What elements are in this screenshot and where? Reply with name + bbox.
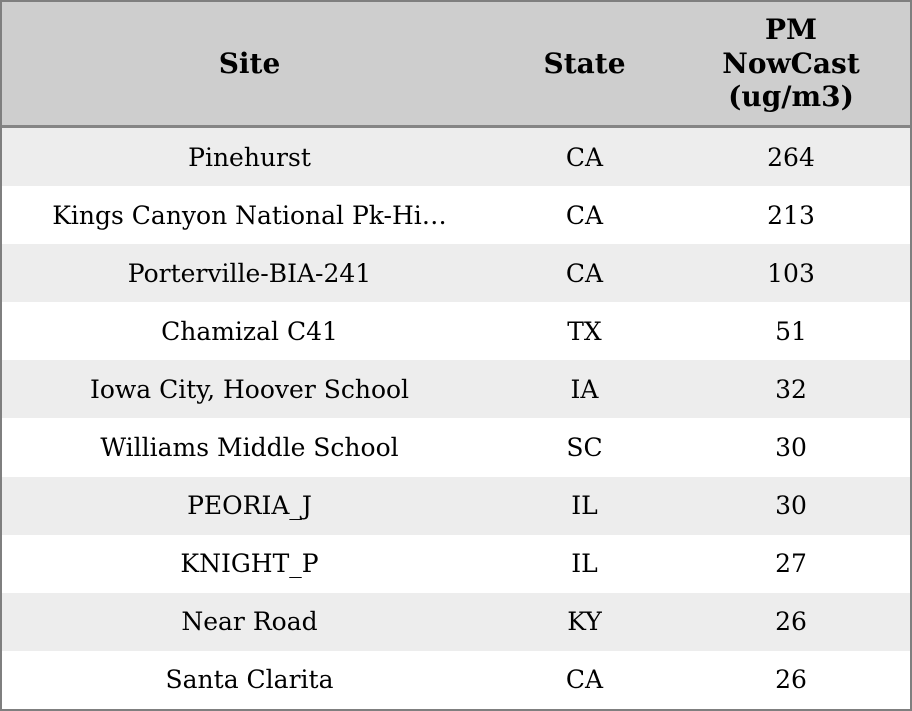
site-cell: Williams Middle School (100, 433, 399, 463)
table-row (2, 418, 910, 476)
table-row (2, 360, 910, 418)
site-cell: KNIGHT_P (180, 549, 319, 579)
state-cell: SC (566, 433, 603, 463)
pm-nowcast-cell: 213 (767, 200, 815, 230)
table-row (2, 302, 910, 360)
site-cell: Santa Clarita (165, 665, 334, 695)
column-header-pm-nowcast-label: PM NowCast (ug/m3) (722, 13, 860, 114)
column-header-site (2, 47, 497, 81)
column-header-state (497, 47, 672, 81)
pm-nowcast-cell: 30 (775, 433, 807, 463)
site-cell: Kings Canyon National Pk-Hi… (52, 200, 447, 230)
state-cell: CA (565, 142, 604, 172)
site-cell: Porterville-BIA-241 (127, 258, 372, 288)
table-row (2, 593, 910, 651)
table-row (2, 651, 910, 709)
table-row (2, 186, 910, 244)
pm-nowcast-cell: 26 (775, 607, 807, 637)
table-row (2, 244, 910, 302)
state-cell: IA (570, 374, 599, 404)
pm-nowcast-cell: 26 (775, 665, 807, 695)
pm-nowcast-cell: 51 (775, 316, 807, 346)
state-cell: CA (565, 200, 604, 230)
pm-nowcast-cell: 103 (767, 258, 815, 288)
site-cell: Chamizal C41 (161, 316, 338, 346)
table-body (2, 128, 910, 709)
state-cell: CA (565, 258, 604, 288)
pm-nowcast-cell: 30 (775, 491, 807, 521)
column-header-state-label: State (543, 46, 626, 80)
column-header-pm-nowcast (672, 13, 910, 114)
site-cell: Iowa City, Hoover School (89, 374, 410, 404)
column-header-site-label: Site (218, 46, 281, 80)
site-cell: PEORIA_J (187, 491, 312, 521)
pm-nowcast-cell: 32 (775, 374, 807, 404)
pm-nowcast-cell: 27 (775, 549, 807, 579)
state-cell: TX (567, 316, 602, 346)
state-cell: IL (571, 491, 598, 521)
table-header-row (2, 2, 910, 128)
table-row (2, 128, 910, 186)
pm-nowcast-cell: 264 (767, 142, 815, 172)
site-cell: Pinehurst (188, 142, 311, 172)
site-cell: Near Road (181, 607, 318, 637)
table-row (2, 477, 910, 535)
state-cell: CA (565, 665, 604, 695)
state-cell: KY (567, 607, 602, 637)
table-row (2, 535, 910, 593)
state-cell: IL (571, 549, 598, 579)
